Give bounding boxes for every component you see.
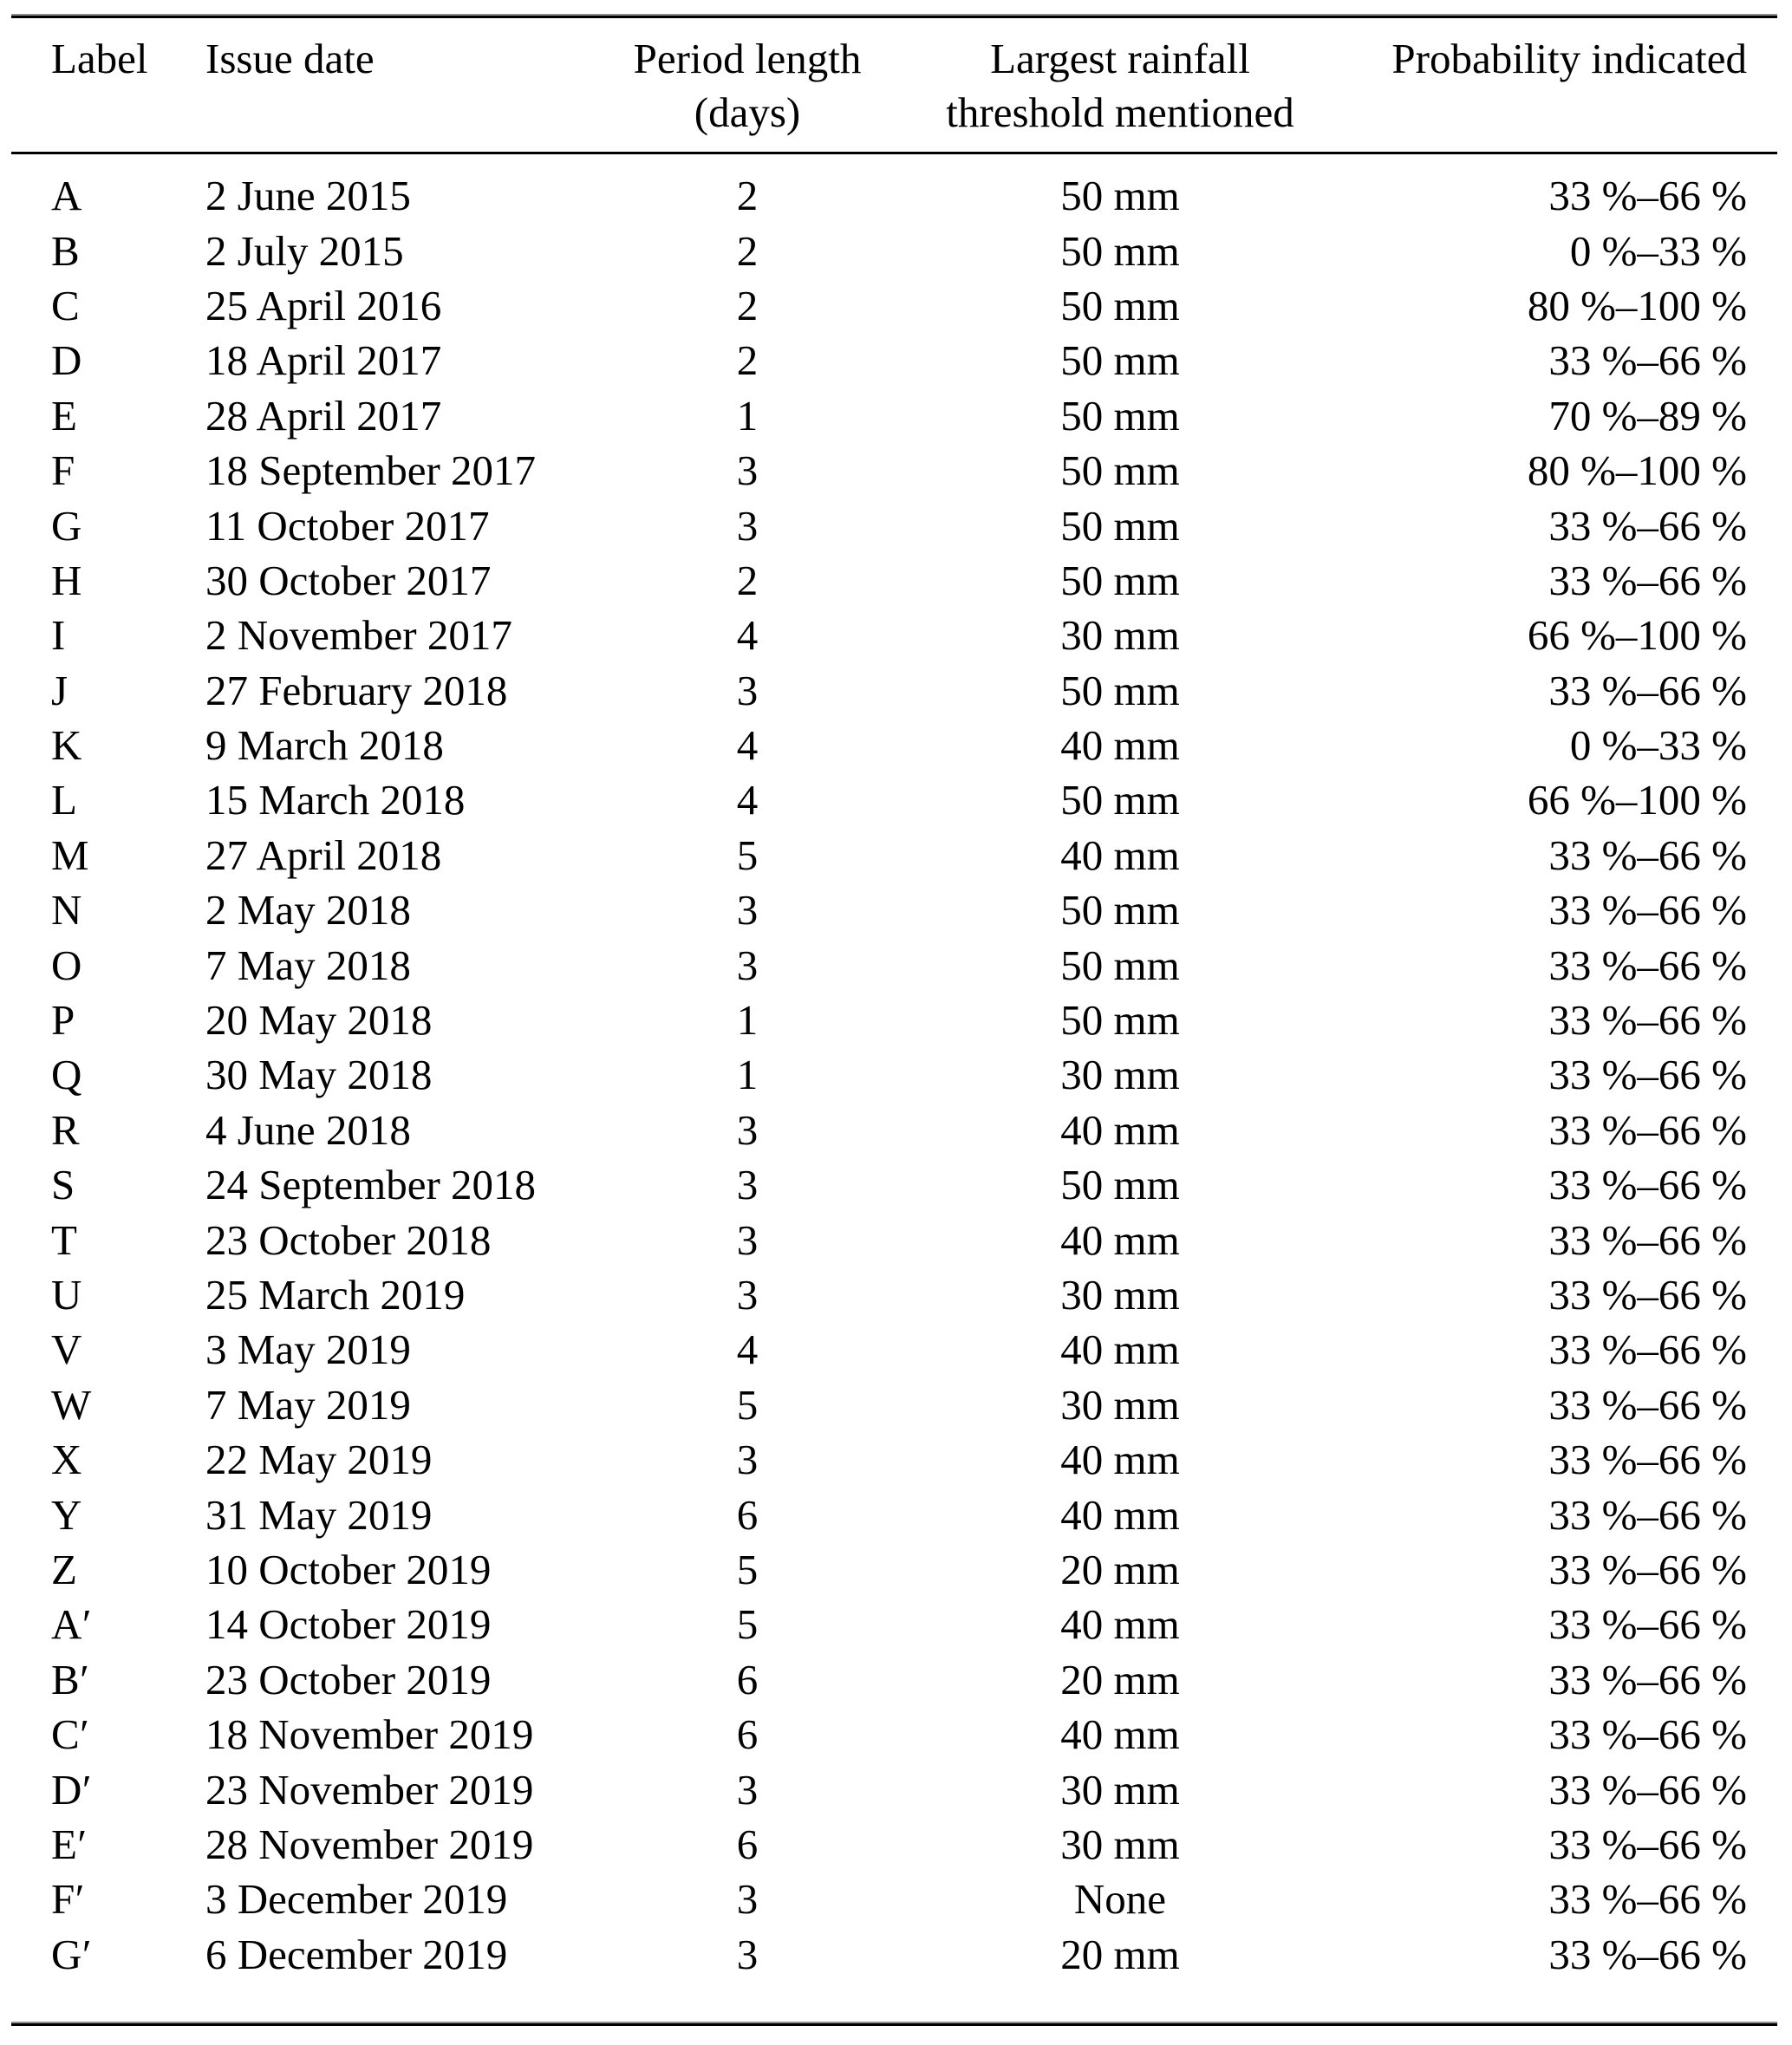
cell-threshold: 40 mm	[1060, 1710, 1180, 1759]
table-row	[11, 1267, 1777, 1322]
cell-period-length: 4	[736, 611, 759, 660]
cell-label: Q	[51, 1051, 82, 1099]
cell-threshold: 40 mm	[1060, 1490, 1180, 1539]
cell-threshold: 50 mm	[1060, 172, 1180, 220]
cell-issue-date: 18 November 2019	[205, 1710, 534, 1759]
cell-issue-date: 20 May 2018	[205, 996, 433, 1045]
cell-probability: 33 %–66 %	[1548, 1215, 1747, 1264]
cell-issue-date: 10 October 2019	[205, 1545, 492, 1593]
cell-threshold: 50 mm	[1060, 446, 1180, 495]
cell-threshold: 50 mm	[1060, 501, 1180, 550]
cell-issue-date: 18 September 2017	[205, 446, 537, 495]
cell-period-length: 6	[736, 1490, 759, 1539]
cell-threshold: 30 mm	[1060, 1051, 1180, 1099]
cell-threshold: 50 mm	[1060, 941, 1180, 989]
table-row	[11, 1762, 1777, 1816]
cell-threshold: 50 mm	[1060, 391, 1180, 440]
cell-threshold: 30 mm	[1060, 1820, 1180, 1868]
cell-threshold: 50 mm	[1060, 886, 1180, 935]
cell-label: A	[51, 172, 82, 220]
table-row	[11, 1652, 1777, 1707]
cell-label: X	[51, 1436, 82, 1484]
cell-period-length: 5	[736, 830, 759, 879]
cell-period-length: 3	[736, 1215, 759, 1264]
cell-label: A′	[51, 1600, 93, 1649]
table-row	[11, 1212, 1777, 1267]
cell-label: L	[51, 776, 78, 824]
cell-period-length: 3	[736, 941, 759, 989]
table-body	[11, 153, 1777, 1982]
table-row	[11, 1432, 1777, 1487]
cell-issue-date: 22 May 2019	[205, 1436, 433, 1484]
cell-threshold: 20 mm	[1060, 1930, 1180, 1978]
table-header	[11, 18, 1777, 153]
cell-label: N	[51, 886, 82, 935]
cell-probability: 70 %–89 %	[1548, 391, 1747, 440]
cell-probability: 33 %–66 %	[1548, 830, 1747, 879]
table-row	[11, 608, 1777, 662]
table-row	[11, 718, 1777, 772]
cell-threshold: 40 mm	[1060, 830, 1180, 879]
cell-label: S	[51, 1161, 75, 1209]
cell-probability: 33 %–66 %	[1548, 1105, 1747, 1154]
cell-threshold: 50 mm	[1060, 336, 1180, 385]
cell-issue-date: 23 November 2019	[205, 1765, 534, 1814]
cell-label: C′	[51, 1710, 90, 1759]
table-row	[11, 663, 1777, 718]
cell-issue-date: 6 December 2019	[205, 1930, 508, 1978]
cell-label: F	[51, 446, 75, 495]
cell-probability: 33 %–66 %	[1548, 1765, 1747, 1814]
cell-probability: 33 %–66 %	[1548, 1820, 1747, 1868]
table-row	[11, 1597, 1777, 1651]
cell-issue-date: 23 October 2019	[205, 1655, 492, 1703]
cell-issue-date: 25 April 2016	[205, 281, 442, 329]
cell-period-length: 1	[736, 996, 759, 1045]
cell-label: E′	[51, 1820, 88, 1868]
forecast-table	[11, 18, 1777, 1982]
table-row	[11, 937, 1777, 992]
cell-period-length: 3	[736, 1875, 759, 1924]
cell-label: G′	[51, 1930, 93, 1978]
cell-issue-date: 25 March 2019	[205, 1271, 466, 1319]
cell-probability: 66 %–100 %	[1527, 776, 1747, 824]
cell-label: V	[51, 1325, 82, 1374]
table-row	[11, 278, 1777, 333]
cell-issue-date: 2 July 2015	[205, 226, 404, 275]
cell-label: F′	[51, 1875, 85, 1924]
cell-label: B	[51, 226, 81, 275]
cell-period-length: 4	[736, 1325, 759, 1374]
col-header-period-length-line1: Period length	[633, 35, 862, 82]
header-row	[11, 18, 1777, 153]
table-row	[11, 1322, 1777, 1377]
cell-period-length: 4	[736, 776, 759, 824]
cell-issue-date: 30 October 2017	[205, 556, 492, 604]
cell-period-length: 2	[736, 336, 759, 385]
col-header-probability-text: Probability indicated	[1391, 35, 1747, 82]
table-row	[11, 333, 1777, 388]
cell-threshold: 30 mm	[1060, 1271, 1180, 1319]
table-row	[11, 553, 1777, 608]
cell-probability: 33 %–66 %	[1548, 172, 1747, 220]
table-row	[11, 1487, 1777, 1541]
cell-period-length: 6	[736, 1655, 759, 1703]
cell-threshold: 30 mm	[1060, 1765, 1180, 1814]
cell-threshold: 40 mm	[1060, 1105, 1180, 1154]
cell-probability: 80 %–100 %	[1527, 281, 1747, 329]
cell-label: U	[51, 1271, 82, 1319]
cell-period-length: 2	[736, 226, 759, 275]
cell-label: K	[51, 721, 82, 770]
cell-probability: 33 %–66 %	[1548, 1271, 1747, 1319]
cell-threshold: 50 mm	[1060, 1161, 1180, 1209]
col-header-label-text: Label	[51, 35, 148, 82]
cell-issue-date: 2 May 2018	[205, 886, 411, 935]
table-row	[11, 1707, 1777, 1762]
cell-issue-date: 7 May 2019	[205, 1380, 411, 1429]
cell-probability: 33 %–66 %	[1548, 996, 1747, 1045]
col-header-threshold	[877, 18, 1363, 153]
table-row	[11, 1927, 1777, 1982]
cell-period-length: 6	[736, 1820, 759, 1868]
cell-threshold: None	[1073, 1875, 1167, 1924]
table-row	[11, 882, 1777, 937]
cell-issue-date: 4 June 2018	[205, 1105, 411, 1154]
cell-label: P	[51, 996, 75, 1045]
cell-threshold: 40 mm	[1060, 1600, 1180, 1649]
cell-probability: 33 %–66 %	[1548, 1051, 1747, 1099]
cell-probability: 33 %–66 %	[1548, 666, 1747, 714]
cell-issue-date: 15 March 2018	[205, 776, 466, 824]
cell-probability: 33 %–66 %	[1548, 886, 1747, 935]
cell-probability: 33 %–66 %	[1548, 1545, 1747, 1593]
table-row	[11, 1103, 1777, 1157]
cell-label: O	[51, 941, 82, 989]
cell-probability: 33 %–66 %	[1548, 1710, 1747, 1759]
cell-issue-date: 9 March 2018	[205, 721, 444, 770]
cell-issue-date: 28 April 2017	[205, 391, 442, 440]
cell-label: G	[51, 501, 82, 550]
cell-label: Z	[51, 1545, 78, 1593]
cell-period-length: 3	[736, 1765, 759, 1814]
col-header-threshold-line2: threshold mentioned	[946, 88, 1294, 136]
cell-threshold: 30 mm	[1060, 611, 1180, 660]
cell-period-length: 3	[736, 1161, 759, 1209]
cell-issue-date: 31 May 2019	[205, 1490, 433, 1539]
cell-issue-date: 30 May 2018	[205, 1051, 433, 1099]
cell-label: M	[51, 830, 90, 879]
table-row	[11, 1872, 1777, 1926]
cell-issue-date: 2 June 2015	[205, 172, 411, 220]
cell-threshold: 20 mm	[1060, 1545, 1180, 1593]
cell-issue-date: 27 April 2018	[205, 830, 442, 879]
cell-threshold: 40 mm	[1060, 1325, 1180, 1374]
cell-period-length: 3	[736, 1930, 759, 1978]
col-header-threshold-line1: Largest rainfall	[990, 35, 1250, 82]
cell-probability: 33 %–66 %	[1548, 1875, 1747, 1924]
cell-probability: 33 %–66 %	[1548, 1600, 1747, 1649]
cell-period-length: 5	[736, 1545, 759, 1593]
cell-probability: 33 %–66 %	[1548, 501, 1747, 550]
cell-label: E	[51, 391, 78, 440]
cell-period-length: 5	[736, 1380, 759, 1429]
cell-issue-date: 11 October 2017	[205, 501, 490, 550]
cell-period-length: 1	[736, 391, 759, 440]
cell-probability: 0 %–33 %	[1569, 721, 1747, 770]
table-row	[11, 223, 1777, 277]
cell-probability: 33 %–66 %	[1548, 336, 1747, 385]
cell-probability: 33 %–66 %	[1548, 1490, 1747, 1539]
cell-label: I	[51, 611, 66, 660]
cell-threshold: 50 mm	[1060, 281, 1180, 329]
cell-probability: 33 %–66 %	[1548, 1325, 1747, 1374]
cell-threshold: 50 mm	[1060, 666, 1180, 714]
cell-label: B′	[51, 1655, 90, 1703]
cell-issue-date: 7 May 2018	[205, 941, 411, 989]
cell-label: D′	[51, 1765, 93, 1814]
cell-period-length: 5	[736, 1600, 759, 1649]
col-header-issue-date	[176, 18, 617, 153]
cell-label: R	[51, 1105, 81, 1154]
table-row	[11, 1542, 1777, 1597]
cell-issue-date: 28 November 2019	[205, 1820, 534, 1868]
table-bottom-rule	[11, 2022, 1777, 2026]
col-header-issue-date-text: Issue date	[205, 35, 375, 82]
cell-threshold: 50 mm	[1060, 776, 1180, 824]
cell-period-length: 3	[736, 446, 759, 495]
cell-label: C	[51, 281, 81, 329]
cell-label: H	[51, 556, 82, 604]
cell-issue-date: 2 November 2017	[205, 611, 512, 660]
cell-period-length: 3	[736, 501, 759, 550]
cell-label: Y	[51, 1490, 82, 1539]
cell-threshold: 50 mm	[1060, 996, 1180, 1045]
cell-issue-date: 27 February 2018	[205, 666, 508, 714]
cell-probability: 80 %–100 %	[1527, 446, 1747, 495]
cell-probability: 33 %–66 %	[1548, 1161, 1747, 1209]
cell-period-length: 3	[736, 1436, 759, 1484]
cell-period-length: 4	[736, 721, 759, 770]
table-row	[11, 1047, 1777, 1102]
cell-label: J	[51, 666, 68, 714]
cell-threshold: 30 mm	[1060, 1380, 1180, 1429]
table-row	[11, 993, 1777, 1047]
cell-period-length: 3	[736, 886, 759, 935]
table-row	[11, 153, 1777, 224]
cell-period-length: 2	[736, 172, 759, 220]
table-row	[11, 388, 1777, 443]
cell-label: W	[51, 1380, 92, 1429]
table-row	[11, 1377, 1777, 1432]
col-header-probability	[1363, 18, 1777, 153]
table-row	[11, 828, 1777, 882]
cell-threshold: 50 mm	[1060, 556, 1180, 604]
cell-threshold: 40 mm	[1060, 1436, 1180, 1484]
col-header-period-length	[617, 18, 877, 153]
cell-issue-date: 3 May 2019	[205, 1325, 411, 1374]
cell-label: T	[51, 1215, 78, 1264]
cell-probability: 33 %–66 %	[1548, 941, 1747, 989]
col-header-period-length-line2: (days)	[694, 88, 801, 136]
cell-threshold: 50 mm	[1060, 226, 1180, 275]
cell-issue-date: 18 April 2017	[205, 336, 442, 385]
table-row	[11, 443, 1777, 498]
cell-period-length: 2	[736, 556, 759, 604]
table-row	[11, 498, 1777, 552]
cell-issue-date: 23 October 2018	[205, 1215, 492, 1264]
cell-probability: 33 %–66 %	[1548, 1930, 1747, 1978]
cell-probability: 0 %–33 %	[1569, 226, 1747, 275]
cell-threshold: 40 mm	[1060, 1215, 1180, 1264]
cell-probability: 33 %–66 %	[1548, 1380, 1747, 1429]
cell-issue-date: 24 September 2018	[205, 1161, 537, 1209]
col-header-label	[11, 18, 176, 153]
cell-period-length: 6	[736, 1710, 759, 1759]
cell-issue-date: 3 December 2019	[205, 1875, 508, 1924]
cell-period-length: 3	[736, 666, 759, 714]
cell-issue-date: 14 October 2019	[205, 1600, 492, 1649]
cell-threshold: 20 mm	[1060, 1655, 1180, 1703]
cell-probability: 33 %–66 %	[1548, 556, 1747, 604]
cell-period-length: 3	[736, 1271, 759, 1319]
cell-period-length: 3	[736, 1105, 759, 1154]
table-row	[11, 1157, 1777, 1212]
table-row	[11, 1817, 1777, 1872]
cell-probability: 33 %–66 %	[1548, 1436, 1747, 1484]
cell-label: D	[51, 336, 82, 385]
cell-period-length: 2	[736, 281, 759, 329]
cell-threshold: 40 mm	[1060, 721, 1180, 770]
cell-probability: 33 %–66 %	[1548, 1655, 1747, 1703]
cell-probability: 66 %–100 %	[1527, 611, 1747, 660]
table-row	[11, 772, 1777, 827]
cell-period-length: 1	[736, 1051, 759, 1099]
